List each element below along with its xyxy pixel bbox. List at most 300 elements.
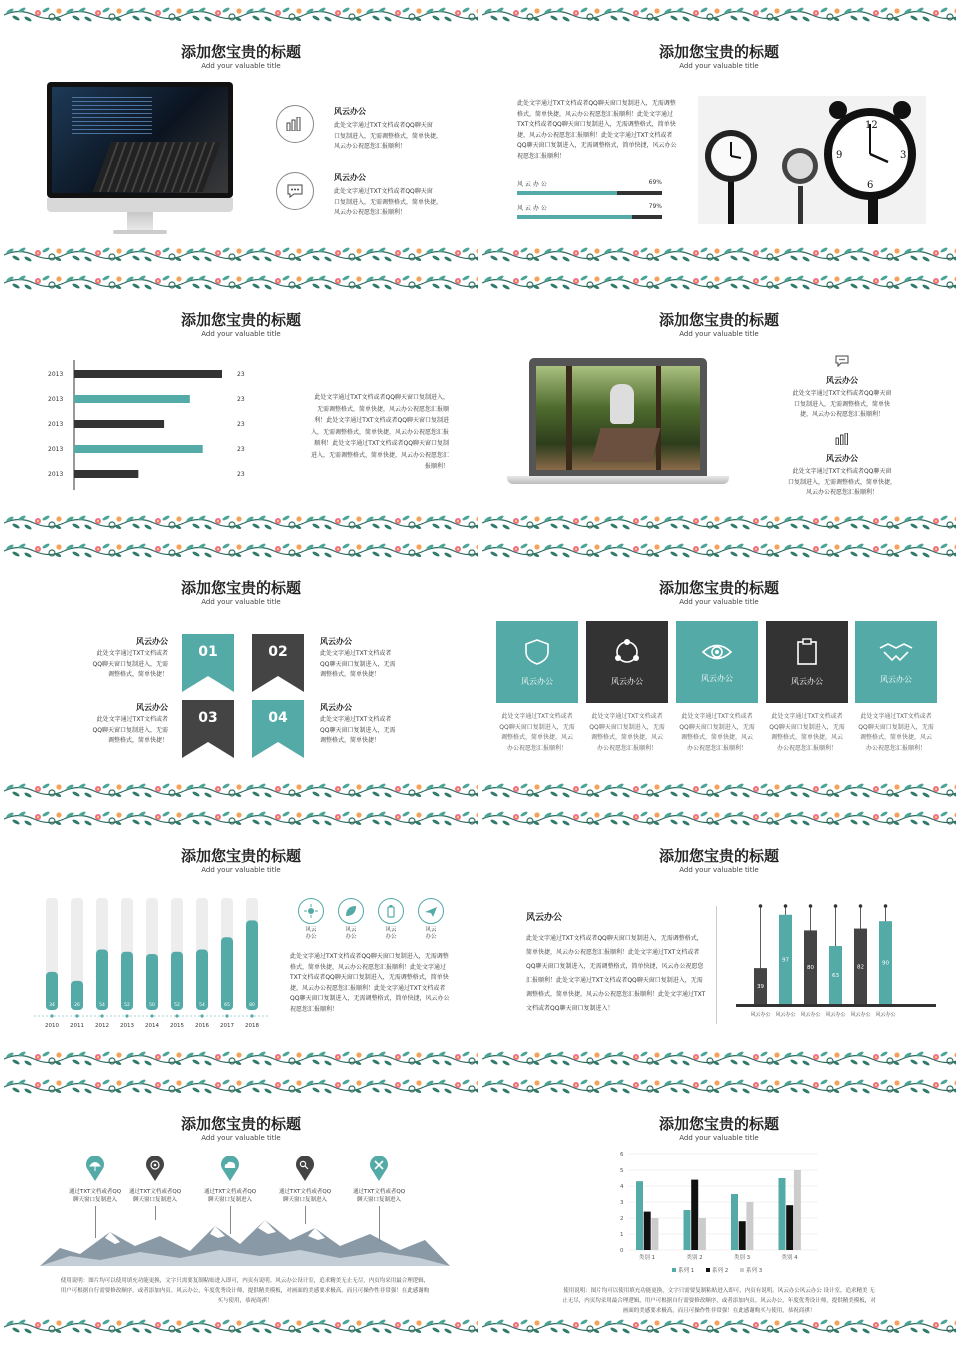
tools-icon (369, 1156, 389, 1182)
floral-vine-border (482, 808, 956, 830)
bar-chart-icon (835, 433, 849, 445)
text-block (782, 430, 902, 499)
bar (644, 1212, 651, 1250)
sun-icon (304, 904, 318, 918)
text-line: 祝愿您汇报顺利！ (517, 152, 566, 160)
feature-desc (766, 712, 848, 754)
progress-value: 69% (648, 179, 662, 186)
pin-line (379, 1206, 380, 1242)
text-line: 口复制进入，无需调整格式，简单快捷， (334, 198, 443, 206)
category-label: 2011 (70, 1023, 84, 1029)
value-label: 23 (237, 421, 245, 428)
shield-icon (524, 638, 550, 666)
slide-title: 添加您宝贵的标题 (658, 579, 779, 597)
text-line: 止无尽，内页均采用最合理逻辑，用户可根据自行需要修改顺序，或者添加内页。风云办公，年度优秀设计师，提供精美模板，对 (562, 1298, 876, 1304)
category-label: 类别 3 (733, 1255, 751, 1261)
text-line: 此处文字通过TXT文档或者 (591, 713, 663, 720)
category-label: 类别 4 (781, 1255, 798, 1261)
target-icon (145, 1156, 165, 1182)
slide-4 (482, 272, 956, 534)
legend-swatch (672, 1268, 676, 1272)
text-line: 此处文字通过TXT文档或者QQ聊天窗 (334, 188, 433, 195)
tick-label: 0 (620, 1248, 624, 1254)
number-ribbon-03 (182, 700, 234, 758)
progress-label: 风 云 办 公 (517, 181, 547, 188)
text-line: 此处文字通过TXT文档或者QQ聊天窗口复制进入， (314, 394, 449, 401)
feature-box (586, 621, 668, 703)
floral-vine-border (482, 244, 956, 266)
feature-box (766, 621, 848, 703)
text-line: 办公祝愿您汇报顺利！ (686, 744, 747, 752)
bar (779, 1178, 786, 1250)
ribbon-number: 04 (268, 710, 288, 726)
text-line: 口复制进入，无需调整格式，简单快捷， (787, 478, 896, 486)
tick-label: 2 (620, 1216, 624, 1222)
tick-label: 4 (620, 1184, 624, 1190)
item-heading: 风云办公 (320, 703, 352, 712)
text-line: QQ聊天窗口复制进入，无需调整格式，简单快捷，风云办公 (290, 995, 450, 1002)
text-line: QQ聊天窗口复制进入，无需 (679, 723, 755, 731)
ribbon-number: 01 (198, 644, 218, 660)
floral-vine-border (482, 1048, 956, 1070)
slide-title: 添加您宝贵的标题 (180, 43, 301, 61)
legend-swatch (740, 1268, 744, 1272)
floral-vine-border (4, 4, 478, 26)
plane-icon (424, 904, 438, 918)
text-line: 风云办公祝愿您汇报顺利！ (805, 489, 878, 496)
slide-title: 添加您宝贵的标题 (658, 1115, 779, 1133)
slide-title: 添加您宝贵的标题 (180, 1115, 301, 1133)
map-pin-item (324, 1156, 434, 1242)
text-line: QQ聊天窗口复制进入，无需 (320, 660, 396, 668)
tick-label: 1 (620, 1232, 624, 1238)
text-block (334, 106, 464, 153)
text-line: 此处文字通过TXT文档或者 (320, 650, 392, 657)
slide-title: 添加您宝贵的标题 (180, 311, 301, 329)
value-label: 34 (49, 1003, 55, 1008)
svg-text:9: 9 (836, 150, 843, 161)
text-line: QQ聊天窗口复制进入，无需 (499, 723, 575, 731)
category-label: 2018 (245, 1023, 259, 1029)
text-line: QQ聊天窗口复制进入，无需 (92, 660, 168, 668)
bar (684, 1210, 691, 1250)
handshake-icon (878, 640, 914, 664)
value-label: 80 (807, 965, 814, 972)
slide-subtitle: Add your valuable title (201, 62, 281, 70)
floral-vine-border (482, 512, 956, 534)
text-line: 此处文字通过TXT文档或者QQ聊天窗 (334, 122, 433, 129)
category-label: 2013 (48, 396, 64, 403)
value-label: 82 (857, 964, 864, 971)
text-line: QQ聊天窗口复制进入，无需 (589, 723, 665, 731)
bar (171, 952, 183, 1010)
text-line: 此处文字通过TXT文档或者 (320, 716, 392, 723)
slide-subtitle: Add your valuable title (679, 1134, 759, 1142)
category-label: 2013 (48, 421, 64, 428)
text-line: 画面的美感要求极高，而且可操作性非常强！在此感谢购买与使用，恭祝商祺！ (622, 1308, 816, 1314)
text-block (320, 702, 410, 747)
slide-title: 添加您宝贵的标题 (180, 579, 301, 597)
text-line: 格式，简单快捷，风云办公祝愿您汇报顺利！此处文字通过 (517, 110, 674, 118)
feature-box (855, 621, 937, 703)
text-line: 格式，简单快捷，风云办公祝愿您汇报顺利！此处文字通过 (290, 963, 447, 971)
chat-bubble-icon (286, 183, 304, 199)
eye-icon (701, 641, 733, 663)
slide-7 (4, 808, 478, 1070)
category-label: 2013 (48, 471, 64, 478)
text-line: 使用说明：图片均可以使用填充功能更换，文字只需要复制粘贴进入即可，内页有说明。风云办公设计室，追求精美无止无尽，内页均采用最合理逻辑， (60, 1278, 430, 1284)
text-line: 用户可根据自行需要修改顺序，或者添加内页。风云办公，年度优秀设计师，提供精美模板，对画面的美感要求极高，而且可操作性非常强！在此感谢购 (60, 1288, 430, 1294)
text-line: QQ聊天窗口复制进入，无需调整格式，简单快捷，风云办公 (517, 142, 677, 149)
slide-3 (4, 272, 478, 534)
floral-vine-border (4, 1316, 478, 1338)
icon-label: 风云 (425, 927, 437, 933)
bar (221, 937, 233, 1010)
value-label: 63 (832, 973, 839, 980)
slide-subtitle: Add your valuable title (679, 866, 759, 874)
bar-chart-icon (286, 117, 304, 131)
text-line: 调整格式，简单快捷，风云 (500, 734, 573, 741)
text-line: QQ聊天窗口复制进入，无需 (769, 723, 845, 731)
lollipop-bar-chart (736, 904, 941, 1029)
value-label: 65 (224, 1003, 230, 1008)
bar (246, 920, 258, 1010)
text-line: 调整格式，简单快捷！ (107, 671, 168, 678)
slide-title: 添加您宝贵的标题 (658, 43, 779, 61)
text-line: 捷，风云办公祝愿您汇报顺利！ (799, 411, 884, 418)
icon-item (378, 898, 404, 941)
text-block (782, 352, 902, 421)
pin-line (305, 1206, 306, 1224)
feature-desc (586, 712, 668, 754)
item-heading: 风云办公 (136, 703, 168, 712)
value-label: 23 (237, 371, 245, 378)
pin-line (155, 1206, 156, 1220)
paragraph (290, 952, 460, 1015)
text-line: 调整格式，简单快捷，风云办公祝愿您汇报顺利！此处文字通过TXT (526, 991, 706, 998)
clipboard-icon (796, 638, 818, 666)
bar (74, 445, 203, 453)
bar (651, 1218, 658, 1250)
floral-vine-border (4, 512, 478, 534)
floral-vine-border (4, 244, 478, 266)
icon-label: 风云 (305, 927, 317, 933)
grouped-bar-chart (612, 1146, 827, 1281)
stem-dot (834, 904, 838, 908)
bar (636, 1181, 643, 1250)
icon-label: 办公 (425, 934, 437, 940)
pin-line (95, 1206, 96, 1238)
bar (731, 1194, 738, 1250)
slide-subtitle: Add your valuable title (201, 330, 281, 338)
number-ribbon-01 (182, 634, 234, 692)
category-label: 2012 (95, 1023, 109, 1029)
text-line: 口复制进入，无需调整格式，简单快捷， (334, 132, 443, 140)
slide-1 (4, 4, 478, 266)
bar (786, 1205, 793, 1250)
text-line: TXT文档或者QQ聊天窗口复制进入，无需调整格式，简单快 (290, 974, 449, 981)
text-line: 汇报顺利！此处文字通过TXT文档或者QQ聊天窗口复制进入，无需 (526, 977, 703, 984)
category-label: 风云办公 (750, 1012, 771, 1018)
bar (196, 950, 208, 1010)
pill-bar-chart (34, 894, 274, 1034)
pin-label: 通过TXT文档或者QQ (352, 1189, 406, 1195)
category-label: 风云办公 (850, 1012, 871, 1018)
text-line: QQ聊天窗口复制进入，无需调整格式，简单快捷，风云办公祝愿您 (526, 963, 704, 970)
text-line: 调整格式，简单快捷，风云 (680, 734, 753, 741)
feature-box (676, 621, 758, 703)
category-label: 2015 (170, 1023, 184, 1029)
category-label: 风云办公 (875, 1012, 896, 1018)
paragraph (526, 932, 706, 1016)
feature-label: 风云办公 (611, 676, 643, 686)
text-line: 此处文字通过TXT文档或者 (771, 713, 843, 720)
legend-label: 系列 1 (678, 1268, 695, 1274)
bar (794, 1170, 801, 1250)
text-line: 捷，风云办公祝愿您汇报顺利！此处文字通过TXT文档或者 (290, 984, 446, 992)
progress-1 (517, 179, 662, 195)
text-line: 文档或者QQ聊天窗口复制进入！ (526, 1005, 614, 1012)
bar (746, 1202, 753, 1250)
feature-label: 风云办公 (791, 676, 823, 686)
feature-label: 风云办公 (880, 674, 912, 684)
text-line: 调整格式，简单快捷，风云 (590, 734, 663, 741)
text-line: 调整格式，简单快捷，风云 (859, 734, 932, 741)
text-line: 入，无需调整格式，简单快捷，风云办公祝愿您汇报 (310, 428, 449, 436)
bar (739, 1221, 746, 1250)
item-heading: 风云办公 (526, 913, 563, 923)
legend-swatch (706, 1268, 710, 1272)
number-ribbon-02 (252, 634, 304, 692)
ribbon-number: 02 (268, 644, 288, 660)
value-label: 39 (757, 984, 764, 991)
text-line: 此处文字通过TXT文档或者 (96, 650, 168, 657)
value-label: 54 (199, 1003, 205, 1008)
text-line: QQ聊天窗口复制进入，无需 (858, 723, 934, 731)
value-label: 23 (237, 396, 245, 403)
icon-label: 办公 (385, 934, 397, 940)
slide-6 (482, 540, 956, 802)
pin-label: 聊天窗口复制进入 (282, 1197, 327, 1203)
text-line: 风云办公祝愿您汇报顺利！ (334, 209, 407, 216)
slide-subtitle: Add your valuable title (201, 866, 281, 874)
category-label: 风云办公 (825, 1012, 846, 1018)
tick-label: 3 (620, 1200, 624, 1206)
text-line: 口复制进入，无需调整格式，简单快 (793, 400, 890, 408)
pin-label: 聊天窗口复制进入 (132, 1197, 177, 1203)
floral-vine-border (4, 272, 478, 294)
slide-subtitle: Add your valuable title (201, 598, 281, 606)
icon-row (298, 898, 448, 942)
text-block (84, 636, 168, 681)
text-line: TXT文档或者QQ聊天窗口复制进入，无需调整格式，简单快 (517, 121, 676, 128)
bottle-icon (384, 904, 398, 918)
pin-label: 聊天窗口复制进入 (72, 1197, 117, 1203)
icon-label: 办公 (345, 934, 357, 940)
legend-label: 系列 3 (746, 1268, 763, 1274)
icon-label: 办公 (305, 934, 317, 940)
progress-label: 风 云 办 公 (517, 205, 547, 212)
paragraph (289, 392, 449, 473)
text-line: 无需调整格式，简单快捷，风云办公祝愿您汇报顺 (316, 405, 449, 413)
feature-desc (676, 712, 758, 754)
text-line: 调整格式，简单快捷！ (320, 671, 381, 678)
category-label: 2010 (45, 1023, 59, 1029)
bar (121, 952, 133, 1010)
stem-dot (884, 904, 888, 908)
slide-title: 添加您宝贵的标题 (180, 847, 301, 865)
text-line: 此处文字通过TXT文档或者 (860, 713, 932, 720)
text-line: 此处文字通过TXT文档或者QQ聊天窗 (792, 468, 892, 475)
chart-icon-circle (276, 105, 314, 143)
feature-label: 风云办公 (701, 673, 733, 683)
category-label: 2017 (220, 1023, 234, 1029)
text-line: 办公祝愿您汇报顺利！ (596, 744, 657, 752)
stem-dot (809, 904, 813, 908)
text-line: 办公祝愿您汇报顺利！ (865, 744, 926, 752)
laptop-photo (507, 358, 717, 486)
slide-subtitle: Add your valuable title (679, 598, 759, 606)
text-line: 风云办公祝愿您汇报顺利！ (334, 143, 407, 150)
text-line: 利！此处文字通过TXT文档或者QQ聊天窗口复制进 (314, 417, 449, 424)
bar (74, 395, 190, 403)
text-line: 简单快捷，风云办公祝愿您汇报顺利！此处文字通过TXT文档或者 (526, 949, 700, 956)
leaf-icon (344, 904, 358, 918)
category-label: 2013 (120, 1023, 134, 1029)
item-heading: 风云办公 (334, 173, 366, 182)
text-block (84, 702, 168, 747)
text-line: 此处文字通过TXT文档或者QQ聊天窗口复制进入，无需调整格式， (526, 935, 703, 942)
bar (146, 954, 158, 1010)
text-line: 报顺利！ (424, 463, 449, 470)
share-icon (613, 638, 641, 666)
text-line: 调整格式，简单快捷，风云 (770, 734, 843, 741)
bar (74, 470, 138, 478)
cloud-upload-icon (220, 1156, 240, 1182)
category-label: 2013 (48, 446, 64, 453)
progress-fill (517, 215, 632, 219)
progress-fill (517, 191, 617, 195)
slide-5 (4, 540, 478, 802)
text-line: 进入，无需调整格式，简单快捷，风云办公祝愿您汇 (310, 451, 449, 459)
icon-item (338, 898, 364, 941)
category-label: 类别 2 (686, 1255, 703, 1261)
text-line: 此处文字通过TXT文档或者 (96, 716, 168, 723)
feature-desc (496, 712, 578, 754)
value-label: 52 (124, 1003, 130, 1008)
feature-box (496, 621, 578, 703)
pin-label: 通过TXT文档或者QQ (128, 1189, 182, 1195)
svg-text:12: 12 (865, 120, 878, 131)
text-line: 祝愿您汇报顺利！ (290, 1005, 339, 1013)
value-label: 26 (74, 1003, 80, 1008)
baseline (736, 1004, 936, 1007)
horizontal-bar-chart (44, 360, 254, 495)
text-line: 此处文字通过TXT文档或者QQ聊天窗口复制进入，无需调整 (290, 953, 449, 960)
bar (96, 950, 108, 1010)
slide-8 (482, 808, 956, 1070)
stem-dot (759, 904, 763, 908)
usage-note (40, 1276, 450, 1306)
pin-label: 通过TXT文档或者QQ (278, 1189, 332, 1195)
text-line: 使用说明：图片均可以使用填充功能更换，文字只需要复制粘贴进入即可，内页有说明。风云办公风云办公 设计室，追求精美 无 (563, 1288, 875, 1294)
icon-item (298, 898, 324, 941)
chat-bubble-icon (835, 355, 849, 367)
paragraph (517, 99, 687, 162)
floral-vine-border (482, 540, 956, 562)
text-line: 捷，风云办公祝愿您汇报顺利！此处文字通过TXT文档或者 (517, 131, 673, 139)
slide-10 (482, 1076, 956, 1338)
feature-label: 风云办公 (521, 676, 553, 686)
tick-label: 5 (620, 1168, 624, 1174)
text-line: 此处文字通过TXT文档或者QQ聊天窗口复制进入，无需调整 (517, 100, 676, 107)
value-label: 52 (174, 1003, 180, 1008)
text-line: 买与使用，恭祝商祺！ (217, 1298, 273, 1304)
text-line: 办公祝愿您汇报顺利！ (506, 744, 567, 752)
category-label: 2013 (48, 371, 64, 378)
floral-vine-border (482, 780, 956, 802)
item-heading: 风云办公 (826, 454, 858, 463)
category-label: 风云办公 (775, 1012, 796, 1018)
pin-label: 聊天窗口复制进入 (356, 1197, 401, 1203)
svg-text:3: 3 (900, 150, 907, 161)
category-label: 风云办公 (800, 1012, 821, 1018)
text-line: QQ聊天窗口复制进入，无需 (320, 726, 396, 734)
value-label: 23 (237, 471, 245, 478)
icon-label: 风云 (345, 927, 357, 933)
text-line: 此处文字通过TXT文档或者QQ聊天窗 (792, 390, 892, 397)
floral-vine-border (4, 1048, 478, 1070)
value-label: 54 (99, 1003, 105, 1008)
text-line: 顺利！此处文字通过TXT文档或者QQ聊天窗口复制 (314, 440, 449, 447)
floral-vine-border (4, 780, 478, 802)
pin-label: 聊天窗口复制进入 (207, 1197, 252, 1203)
item-heading: 风云办公 (334, 107, 366, 116)
text-block (334, 172, 464, 219)
slide-subtitle: Add your valuable title (679, 330, 759, 338)
value-label: 80 (249, 1003, 255, 1008)
bar (691, 1180, 698, 1250)
tick-label: 6 (620, 1152, 624, 1158)
pin-label: 通过TXT文档或者QQ (203, 1189, 257, 1195)
imac-photo (47, 82, 233, 238)
key-icon (295, 1156, 315, 1182)
stem-dot (784, 904, 788, 908)
slide-title: 添加您宝贵的标题 (658, 311, 779, 329)
divider (716, 906, 717, 1024)
floral-vine-border (482, 272, 956, 294)
text-line: QQ聊天窗口复制进入，无需 (92, 726, 168, 734)
slide-2 (482, 4, 956, 266)
value-label: 50 (149, 1003, 155, 1008)
pin-line (230, 1206, 231, 1234)
item-heading: 风云办公 (826, 376, 858, 385)
bar (74, 370, 222, 378)
value-label: 23 (237, 446, 245, 453)
item-heading: 风云办公 (136, 637, 168, 646)
floral-vine-border (482, 1316, 956, 1338)
floral-vine-border (482, 1076, 956, 1098)
progress-value: 79% (648, 203, 662, 210)
value-label: 97 (782, 957, 789, 964)
text-line: 此处文字通过TXT文档或者 (501, 713, 573, 720)
floral-vine-border (4, 808, 478, 830)
bar (699, 1218, 706, 1250)
item-heading: 风云办公 (320, 637, 352, 646)
text-line: 调整格式，简单快捷！ (107, 737, 168, 744)
category-label: 2014 (145, 1023, 159, 1029)
text-line: 调整格式，简单快捷！ (320, 737, 381, 744)
